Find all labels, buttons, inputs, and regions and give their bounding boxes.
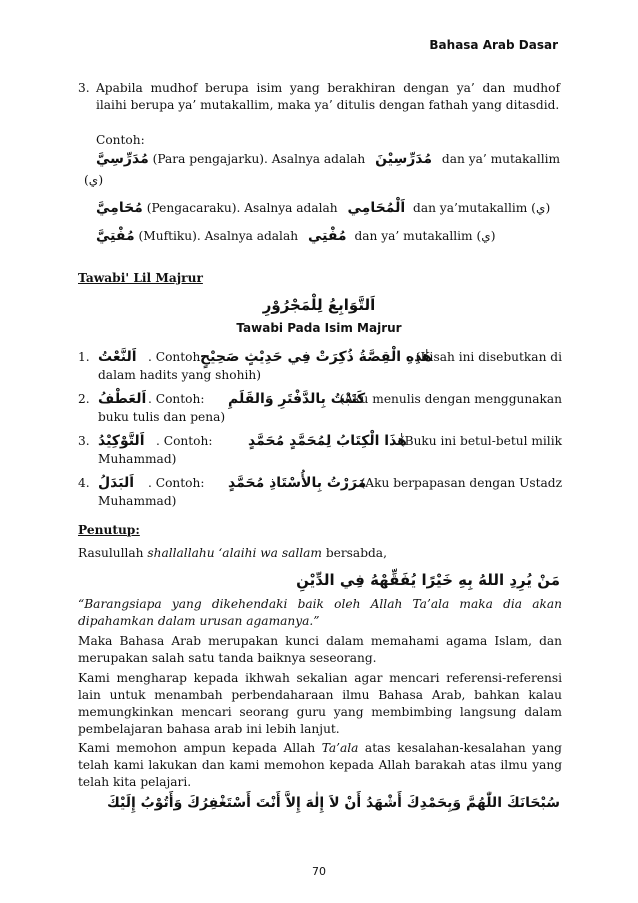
item-meaning: (Aku menulis dengan menggunakan	[339, 392, 562, 406]
example-1-cont: (ي)	[84, 173, 104, 187]
example-3	[96, 228, 496, 245]
section-subtitle: Tawabi Pada Isim Majrur	[236, 321, 402, 335]
tawabi-list	[78, 350, 562, 518]
item-meaning-cont: dalam hadits yang shohih)	[98, 368, 261, 382]
item-term: اَلتَّوْكِيْدُ	[98, 433, 145, 449]
item-meaning: (Buku ini betul-betul milik	[399, 434, 562, 448]
item-meaning: (Kisah ini disebutkan di	[415, 350, 562, 364]
item-example: كَتَبْتُ بِالدَّفْتَرِ وَالقَلَمِ	[228, 391, 366, 407]
list-item	[78, 392, 562, 434]
intro-italic: shallallahu ‘alaihi wa sallam	[147, 546, 322, 560]
example-2	[96, 200, 550, 217]
page-number: 70	[312, 865, 326, 878]
arabic-word: مُحَامِيَّ	[96, 200, 143, 216]
point-3-text: Apabila mudhof berupa isim yang berakhiran dengan ya’ dan mudhof ilaihi berupa ya’ mutakallim, maka ya’ ditulis dengan fathah yang ditasdid.	[96, 81, 560, 112]
item-term: اَلنَّعْتُ	[98, 349, 137, 365]
item-term: اَلبَدَلُ	[98, 475, 135, 491]
intro-text: Rasulullah	[78, 546, 148, 560]
hadith-translation: “Barangsiapa yang dikehendaki baik oleh Allah Ta’ala maka dia akan dipahamkan dalam urusan agamanya.”	[78, 597, 562, 628]
example-text: dan ya’ mutakallim	[441, 152, 561, 166]
example-text: dan ya’ mutakallim (ي)	[354, 229, 496, 243]
item-number: 1.	[78, 350, 90, 364]
list-item	[78, 476, 562, 518]
example-text: (Muftiku). Asalnya adalah	[138, 229, 299, 243]
section-heading: Tawabi' Lil Majrur	[78, 271, 203, 285]
item-contoh: . Contoh:	[148, 392, 205, 406]
item-number: 2.	[78, 392, 90, 406]
item-meaning-cont: buku tulis dan pena)	[98, 410, 226, 424]
item-meaning-cont: Muhammad)	[98, 452, 177, 466]
item-number: 3.	[78, 434, 90, 448]
arabic-word: مُدَرِّسِيَّ	[96, 151, 149, 167]
paragraph-text: Kami memohon ampun kepada Allah	[78, 741, 322, 755]
item-example: مَرَرْتُ بِالأُسْتَاذِ مُحَمَّدٍ	[228, 475, 367, 491]
item-contoh: . Contoh:	[156, 434, 213, 448]
paragraph-italic: Ta’ala	[321, 741, 359, 755]
list-item	[78, 434, 562, 476]
arabic-title: اَلتَّوَابِعُ لِلْمَجْرُوْرِ	[262, 296, 376, 314]
paragraph: Maka Bahasa Arab merupakan kunci dalam memahami agama Islam, dan merupakan salah satu tanda baiknya seseorang.	[78, 634, 562, 665]
item-example: هٰذَا الْكِتَابُ لِمُحَمَّدٍ مُحَمَّدٍ	[248, 433, 407, 449]
paragraph	[78, 740, 562, 791]
example-1	[96, 151, 560, 168]
item-number: 4.	[78, 476, 90, 490]
item-contoh: . Contoh:	[148, 476, 205, 490]
closing-dua: سُبْحَانَكَ اللّٰهُمَّ وَبِحَمْدِكَ أَشْهَدُ أَنْ لاَ إِلٰهَ إِلاَّ أَنْتَ أَسْتَغْفِرُكَ وَأَتُوْبُ إِلَيْكَ	[106, 795, 560, 811]
arabic-word: مُدَرِّسِيْنَ	[375, 151, 433, 167]
paragraph-text: atas kesalahan-kesalahan yang telah kami lakukan dan kami memohon kepada Allah barakah atas ilmu yang telah kita pelajari.	[78, 741, 562, 789]
example-text: (Pengacaraku). Asalnya adalah	[146, 201, 338, 215]
item-example: هٰذِهِ الْقِصَّةُ ذُكِرَتْ فِي حَدِيْثٍ صَحِيْحٍ	[200, 349, 432, 365]
item-meaning-cont: Muhammad)	[98, 494, 177, 508]
item-meaning: (Aku berpapasan dengan Ustadz	[360, 476, 562, 490]
item-contoh: . Contoh:	[148, 350, 205, 364]
paragraph: Kami mengharap kepada ikhwah sekalian agar mencari referensi-referensi lain untuk menambah perbendaharaan ilmu Bahasa Arab, bahkan kalau memungkinkan mencari seorang guru yang membimbing langsung dalam pembelajaran bahasa arab ini lebih lanjut.	[78, 671, 562, 736]
point-number: 3.	[78, 81, 90, 95]
arabic-word: مُفْتِيَّ	[96, 228, 135, 244]
section-heading: Penutup:	[78, 523, 140, 537]
list-item	[78, 350, 562, 392]
arabic-word: مُفْتِي	[307, 228, 347, 244]
arabic-word: اَلْمُحَامِي	[347, 200, 406, 216]
example-text: dan ya’mutakallim (ي)	[413, 201, 551, 215]
running-header: Bahasa Arab Dasar	[429, 38, 558, 52]
item-term: اَلعَطْفُ	[98, 391, 147, 407]
contoh-label: Contoh:	[96, 133, 145, 147]
intro-text: bersabda,	[321, 546, 387, 560]
hadith-arabic: مَنْ يُرِدِ اللهُ بِهِ خَيْرًا يُفَقِّهْهُ فِي الدِّيْنِ	[296, 571, 560, 589]
example-text: (Para pengajarku). Asalnya adalah	[152, 152, 366, 166]
intro-line	[78, 545, 387, 562]
